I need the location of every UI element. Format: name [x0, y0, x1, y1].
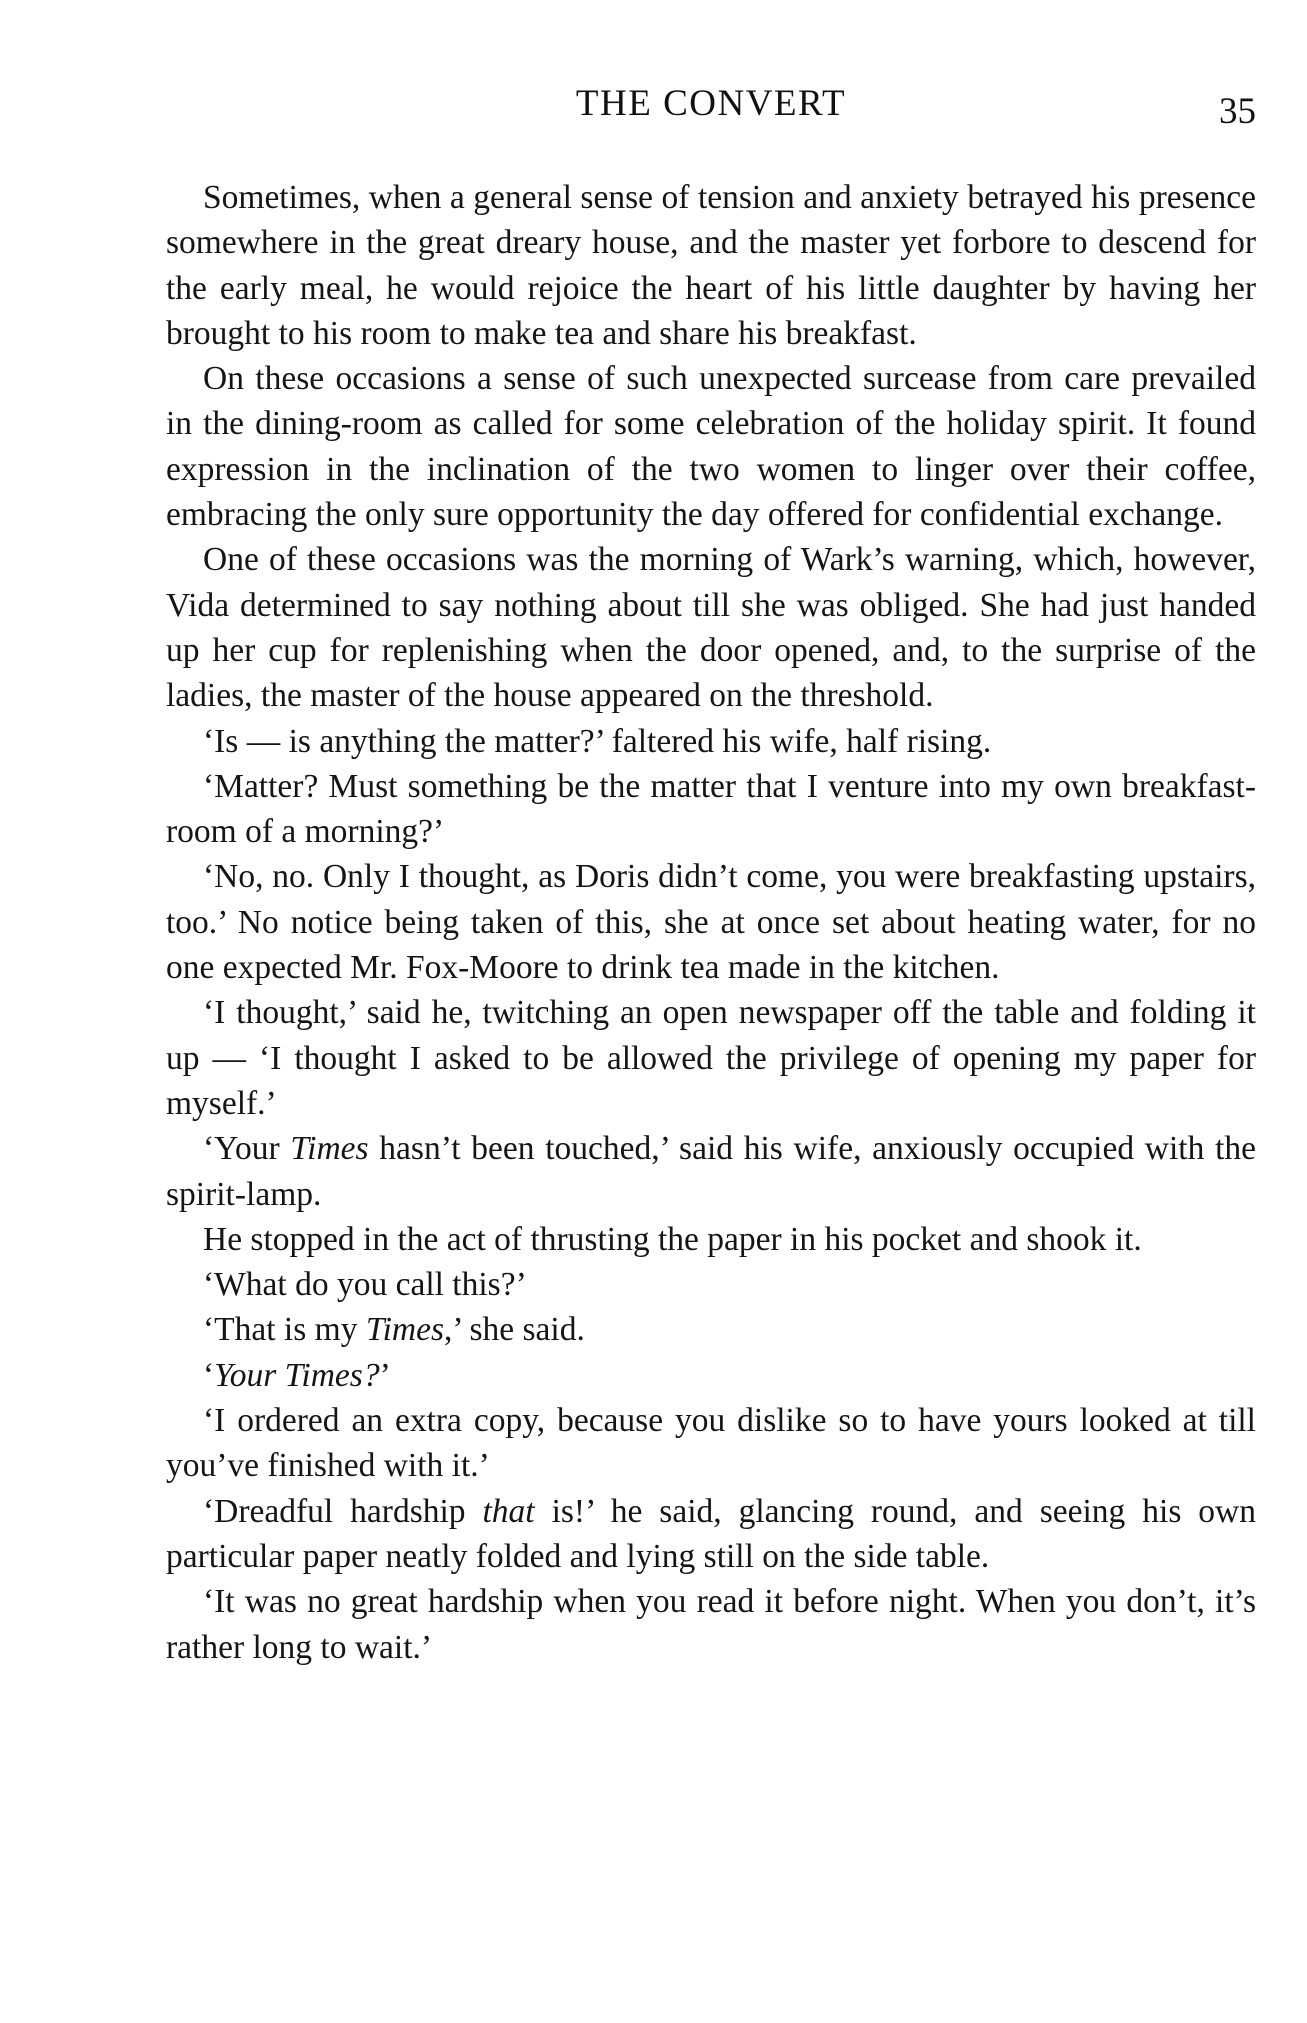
text-run: ,’ she said. — [444, 1311, 585, 1349]
paragraph — [166, 854, 1256, 990]
text-run: ‘No, no. Only I thought, as Doris didn’t come, you were breakfasting upstairs, too.’ No notice being taken of this, she at once set about heating water, for no one expected Mr. Fox-Moore to drink tea made in the kitchen. — [166, 858, 1256, 987]
text-run: ’ — [379, 1356, 391, 1394]
running-head — [166, 82, 1256, 132]
paragraph — [166, 1489, 1256, 1580]
text-run: One of these occasions was the morning of Wark’s warning, which, however, Vida determined to say nothing about till she was obliged. She had just handed up her cup for replenishing when the door opened, and, to the surprise of the ladies, the master of the house appeared on the threshold. — [166, 541, 1256, 715]
paragraph — [166, 1307, 1256, 1352]
paragraph — [166, 537, 1256, 718]
paragraph — [166, 719, 1256, 764]
paragraph — [166, 175, 1256, 356]
paragraph — [166, 1398, 1256, 1489]
paragraph — [166, 1579, 1256, 1670]
italic-text: Times — [365, 1311, 445, 1349]
text-run: ‘It was no great hardship when you read it before night. When you don’t, it’s rather long to wait.’ — [166, 1583, 1256, 1666]
text-run: ‘Is — is anything the matter?’ faltered his wife, half rising. — [203, 722, 992, 760]
italic-text: Your Times? — [214, 1356, 380, 1394]
text-run: ‘That is my — [203, 1311, 366, 1349]
text-run: ‘What do you call this?’ — [203, 1266, 527, 1304]
paragraph — [166, 1353, 1256, 1398]
paragraph — [166, 356, 1256, 537]
paragraph — [166, 1126, 1256, 1217]
text-run: hasn’t been touched,’ said his wife, anxiously occupied with the spirit-lamp. — [166, 1130, 1256, 1213]
italic-text: that — [482, 1492, 535, 1530]
text-run: ‘Dreadful hardship — [203, 1492, 483, 1530]
paragraph — [166, 764, 1256, 855]
text-run: ‘I ordered an extra copy, because you dislike so to have yours looked at till you’ve finished with it.’ — [166, 1402, 1256, 1485]
text-run: ‘ — [203, 1356, 215, 1394]
body-text — [166, 175, 1256, 1670]
text-run: On these occasions a sense of such unexpected surcease from care prevailed in the dining-room as called for some celebration of the holiday spirit. It found expression in the inclination of the two women to linger over their coffee, embracing the only sure opportunity the day offered for confidential exchange. — [166, 360, 1256, 534]
page-number: 35 — [1219, 91, 1256, 132]
text-run: He stopped in the act of thrusting the paper in his pocket and shook it. — [203, 1220, 1142, 1258]
paragraph — [166, 1217, 1256, 1262]
paragraph — [166, 990, 1256, 1126]
text-run: is!’ he said, glancing round, and seeing his own particular paper neatly folded and lying still on the side table. — [166, 1492, 1257, 1575]
text-run: ‘I thought,’ said he, twitching an open newspaper off the table and folding it up — ‘I thought I asked to be allowed the privilege of opening my paper for myself.’ — [166, 994, 1256, 1122]
text-run: Sometimes, when a general sense of tension and anxiety betrayed his presence somewhere in the great dreary house, and the master yet forbore to descend for the early meal, he would rejoice the heart of his little daughter by having her brought to his room to make tea and share his breakfast. — [166, 179, 1256, 352]
paragraph — [166, 1262, 1256, 1307]
text-run: ‘Your — [203, 1130, 291, 1168]
running-title: THE CONVERT — [575, 83, 847, 124]
text-run: ‘Matter? Must something be the matter that I venture into my own breakfast-room of a morning?’ — [166, 767, 1256, 851]
italic-text: Times — [290, 1130, 369, 1168]
